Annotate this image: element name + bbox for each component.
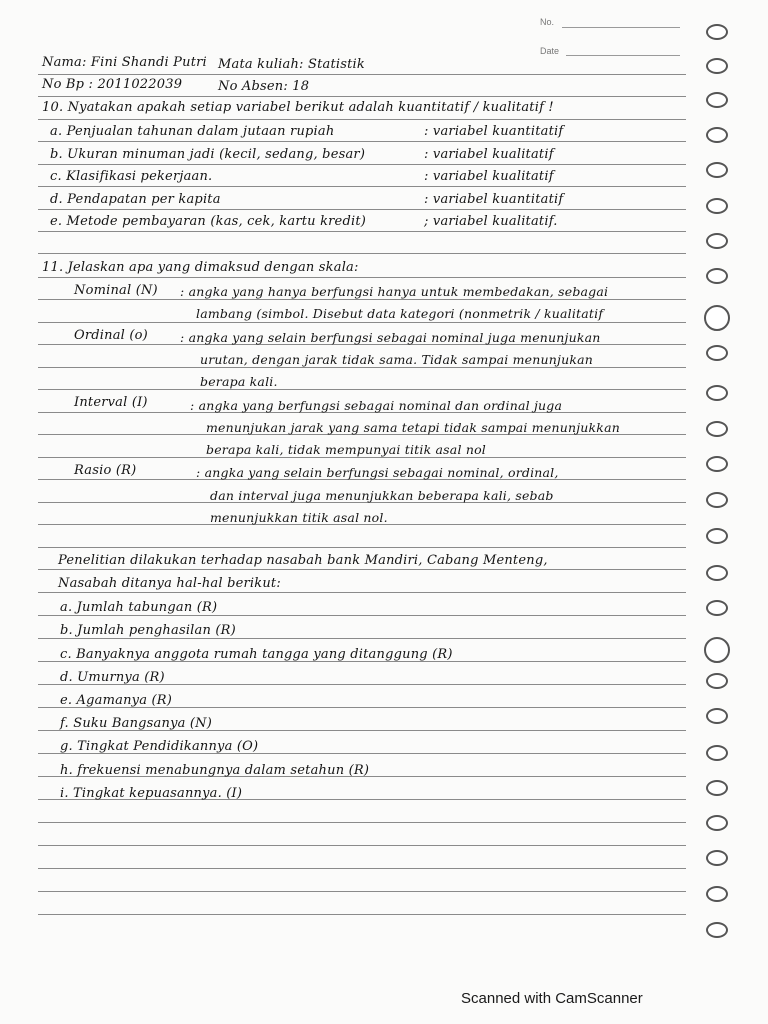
q12-intro-line: Penelitian dilakukan terhadap nasabah bank Mandiri, Cabang Menteng, [58, 553, 548, 568]
ruled-line [38, 253, 686, 254]
spiral-hole [706, 345, 728, 361]
spiral-hole [706, 886, 728, 902]
spiral-hole [706, 850, 728, 866]
spiral-hole [706, 673, 728, 689]
q12-item: d. Umurnya (R) [60, 670, 165, 685]
scale-term-rasio: Rasio (R) [74, 463, 137, 478]
scale-term-ordinal: Ordinal (o) [74, 328, 148, 343]
scale-def-line: berapa kali. [200, 374, 278, 389]
scale-def-line: berapa kali, tidak mempunyai titik asal nol [206, 442, 486, 457]
q10-item-answer: : variabel kualitatif [424, 169, 554, 184]
date-label: Date [540, 46, 560, 56]
spiral-hole [704, 305, 730, 331]
q12-item: e. Agamanya (R) [60, 693, 173, 708]
scale-def-line: urutan, dengan jarak tidak sama. Tidak sampai menunjukan [200, 352, 594, 367]
date-line [566, 55, 680, 56]
spiral-hole [706, 492, 728, 508]
q10-item-answer: ; variabel kualitatif. [424, 214, 558, 229]
spiral-hole [706, 600, 728, 616]
scanner-watermark: Scanned with CamScanner [461, 990, 643, 1007]
q10-item-answer: : variabel kuantitatif [424, 124, 564, 139]
scale-def-line: menunjukan jarak yang sama tetapi tidak sampai menunjukkan [206, 420, 620, 435]
spiral-hole [706, 127, 728, 143]
scale-def-line: : angka yang berfungsi sebagai nominal dan ordinal juga [190, 398, 563, 413]
ruled-line [38, 457, 686, 458]
q12-item: c. Banyaknya anggota rumah tangga yang ditanggung (R) [60, 647, 453, 662]
q10-title: 10. Nyatakan apakah setiap variabel berikut adalah kuantitatif / kualitatif ! [42, 100, 554, 115]
q10-item-answer: : variabel kuantitatif [424, 192, 564, 207]
spiral-hole [704, 637, 730, 663]
no-line [562, 27, 680, 28]
spiral-hole [706, 565, 728, 581]
ruled-line [38, 231, 686, 232]
student-bp: No Bp : 2011022039 [42, 77, 183, 92]
ruled-line [38, 367, 686, 368]
ruled-line [38, 615, 686, 616]
ruled-line [38, 322, 686, 323]
spiral-hole [706, 528, 728, 544]
course-name: Mata kuliah: Statistik [218, 57, 365, 72]
ruled-line [38, 96, 686, 97]
spiral-hole [706, 58, 728, 74]
spiral-hole [706, 922, 728, 938]
q12-item: f. Suku Bangsanya (N) [60, 716, 213, 731]
spiral-hole [706, 24, 728, 40]
spiral-hole [706, 162, 728, 178]
q10-item-label: b. Ukuran minuman jadi (kecil, sedang, besar) [50, 147, 366, 162]
ruled-line [38, 638, 686, 639]
spiral-hole [706, 745, 728, 761]
spiral-hole [706, 815, 728, 831]
scale-def-line: : angka yang selain berfungsi sebagai nominal juga menunjukan [180, 330, 601, 345]
ruled-line [38, 592, 686, 593]
scale-def-line: dan interval juga menunjukkan beberapa kali, sebab [210, 488, 554, 503]
ruled-line [38, 822, 686, 823]
ruled-line [38, 277, 686, 278]
ruled-line [38, 569, 686, 570]
spiral-hole [706, 268, 728, 284]
spiral-hole [706, 780, 728, 796]
spiral-hole [706, 421, 728, 437]
ruled-line [38, 141, 686, 142]
q10-item-label: e. Metode pembayaran (kas, cek, kartu kredit) [50, 214, 367, 229]
no-label: No. [540, 17, 555, 27]
scale-def-line: menunjukkan titik asal nol. [210, 510, 388, 525]
q12-item: a. Jumlah tabungan (R) [60, 600, 218, 615]
ruled-line [38, 209, 686, 210]
ruled-line [38, 845, 686, 846]
spiral-hole [706, 708, 728, 724]
scale-def-line: : angka yang selain berfungsi sebagai nominal, ordinal, [196, 465, 559, 480]
q10-item-answer: : variabel kualitatif [424, 147, 554, 162]
q12-item: b. Jumlah penghasilan (R) [60, 623, 236, 638]
ruled-line [38, 164, 686, 165]
ruled-line [38, 299, 686, 300]
student-absen: No Absen: 18 [218, 79, 310, 94]
spiral-hole [706, 233, 728, 249]
q12-intro-line: Nasabah ditanya hal-hal berikut: [58, 576, 281, 591]
spiral-hole [706, 385, 728, 401]
ruled-line [38, 186, 686, 187]
q12-item: h. frekuensi menabungnya dalam setahun (R) [60, 763, 370, 778]
q10-item-label: a. Penjualan tahunan dalam jutaan rupiah [50, 124, 335, 139]
q10-item-label: d. Pendapatan per kapita [50, 192, 221, 207]
q10-item-label: c. Klasifikasi pekerjaan. [50, 169, 213, 184]
scale-def-line: lambang (simbol. Disebut data kategori (nonmetrik / kualitatif [196, 306, 604, 321]
spiral-hole [706, 198, 728, 214]
ruled-line [38, 119, 686, 120]
scale-term-interval: Interval (I) [74, 395, 148, 410]
student-name: Nama: Fini Shandi Putri [42, 55, 207, 70]
ruled-line [38, 389, 686, 390]
ruled-line [38, 74, 686, 75]
scale-def-line: : angka yang hanya berfungsi hanya untuk membedakan, sebagai [180, 284, 609, 299]
spiral-hole [706, 456, 728, 472]
q12-item: g. Tingkat Pendidikannya (O) [60, 739, 259, 754]
q12-item: i. Tingkat kepuasannya. (I) [60, 786, 243, 801]
scale-term-nominal: Nominal (N) [74, 283, 158, 298]
ruled-line [38, 547, 686, 548]
q11-title: 11. Jelaskan apa yang dimaksud dengan skala: [42, 260, 359, 275]
ruled-line [38, 914, 686, 915]
ruled-line [38, 891, 686, 892]
spiral-hole [706, 92, 728, 108]
ruled-line [38, 868, 686, 869]
